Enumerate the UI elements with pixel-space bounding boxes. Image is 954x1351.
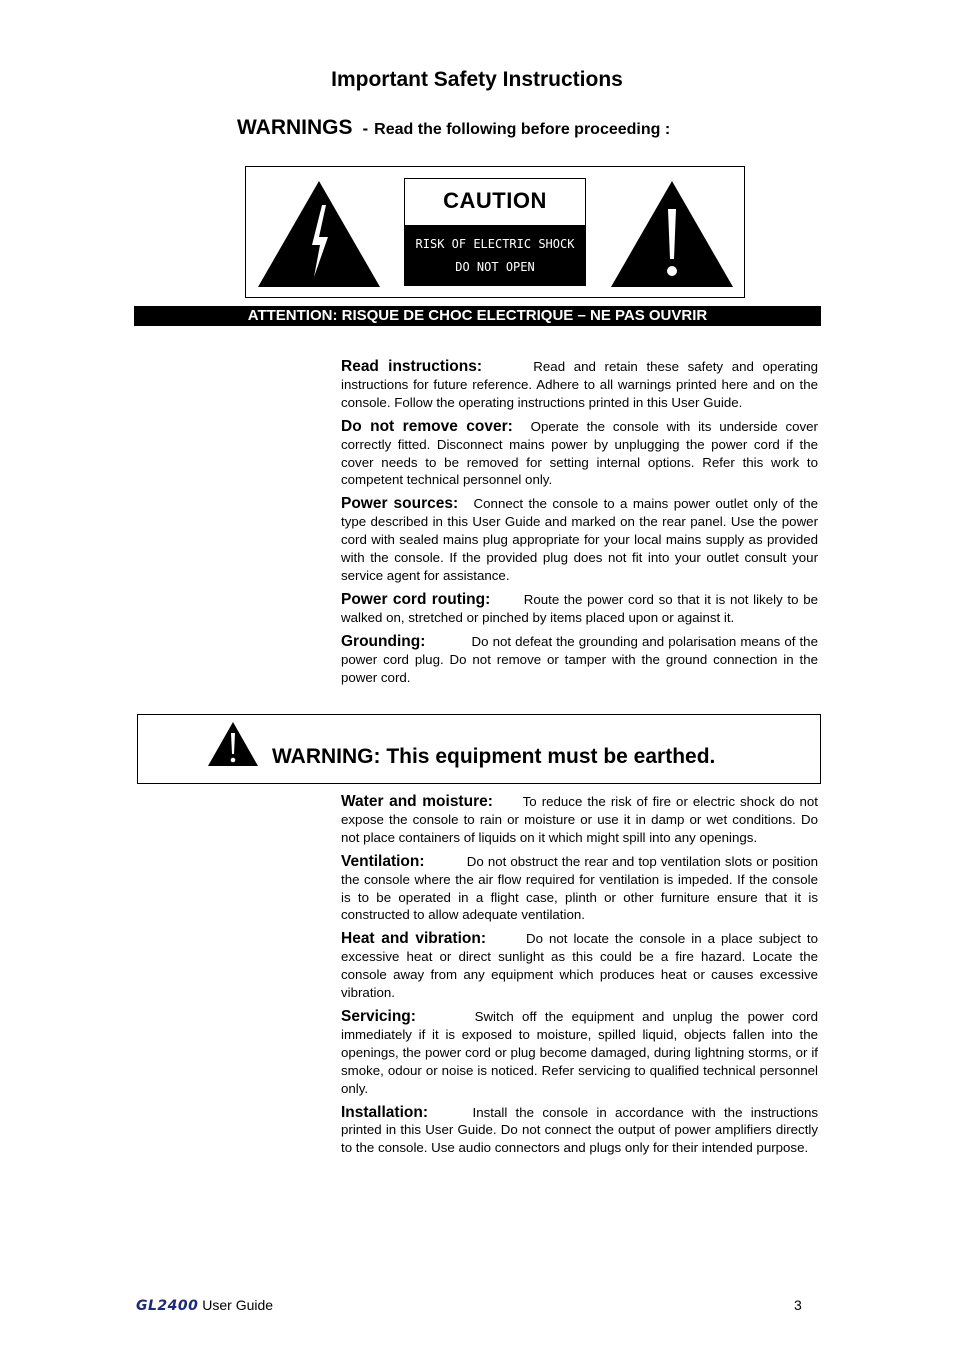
instruction-text: To reduce the risk of fire or electric shock do not expose the console to rain or moisture or use it in damp or wet conditions. Do not place containers of liquids on it which might spill into any openings. xyxy=(341,794,818,845)
warnings-word: WARNINGS xyxy=(237,116,353,139)
instruction-item xyxy=(341,418,818,490)
warnings-subtitle: Read the following before proceeding : xyxy=(374,121,671,138)
instruction-item xyxy=(341,793,818,847)
instruction-heading: Do not remove cover: xyxy=(341,417,513,435)
instruction-text: Read and retain these safety and operating instructions for future reference. Adhere to all warnings printed here and on the console. Follow the operating instructions printed in this User Guide. xyxy=(341,359,818,410)
instruction-item xyxy=(341,633,818,687)
instruction-item xyxy=(341,495,818,585)
caution-line-2: DO NOT OPEN xyxy=(455,260,535,274)
instruction-item xyxy=(341,1104,818,1158)
instruction-heading: Heat and vibration: xyxy=(341,930,486,948)
instruction-heading: Grounding: xyxy=(341,632,426,650)
instruction-text: Route the power cord so that it is not likely to be walked on, stretched or pinched by items placed upon or against it. xyxy=(341,591,818,625)
instruction-heading: Read instructions: xyxy=(341,358,483,375)
instruction-text: Do not obstruct the rear and top ventilation slots or position the console where the air flow required for ventilation is impeded. If the console is to be operated in a flight case, plinth or other furniture ensure that it is constructed to allow adequate ventilation. xyxy=(341,853,818,923)
instruction-text: Connect the console to a mains power outlet only of the type described in this User Guide and marked on the rear panel. Use the power cord with sealed mains plug appropriate for your local mains supply as provided with the console. If the provided plug does not fit into your outlet consult your service agent for assistance. xyxy=(341,496,819,583)
instruction-text: Switch off the equipment and unplug the power cord immediately if it is exposed to moisture, spilled liquid, objects fallen into the openings, the power cord or plug become damaged, during lightning storms, or if smoke, odour or noise is noticed. Refer servicing to qualified technical personnel only. xyxy=(341,1008,818,1096)
instruction-heading: Water and moisture: xyxy=(341,793,493,810)
brand-logo: GL2400 xyxy=(136,1298,199,1314)
footer-label: User Guide xyxy=(202,1297,274,1313)
instruction-text: Do not defeat the grounding and polarisation means of the power cord plug. Do not remove or tamper with the ground connection in the power cord. xyxy=(341,633,818,685)
instruction-item xyxy=(341,853,818,925)
footer xyxy=(136,1297,273,1314)
safety-symbols-box xyxy=(245,166,745,298)
caution-heading: CAUTION xyxy=(443,188,547,213)
instruction-text: Install the console in accordance with the instructions printed in this User Guide. Do not connect the output of power amplifiers directly to the console. Use audio connectors and plugs only for their intended purpose. xyxy=(341,1104,818,1156)
exclamation-warning-icon xyxy=(207,721,259,767)
instruction-heading: Installation: xyxy=(341,1103,428,1121)
instruction-heading: Ventilation: xyxy=(341,852,425,870)
caution-line-1: RISK OF ELECTRIC SHOCK xyxy=(415,237,575,251)
warnings-heading xyxy=(237,116,670,140)
instruction-heading: Power sources: xyxy=(341,495,459,513)
caution-body xyxy=(405,225,585,285)
instruction-item xyxy=(341,1008,818,1098)
page-number: 3 xyxy=(794,1297,802,1313)
attention-banner: ATTENTION: RISQUE DE CHOC ELECTRIQUE – NE PAS OUVRIR xyxy=(134,306,821,326)
caution-label xyxy=(404,178,586,286)
instruction-item xyxy=(341,358,818,412)
instruction-text: Do not locate the console in a place subject to excessive heat or direct sunlight as this could be a fire hazard. Locate the console away from any equipment which produces heat or causes excessive vibration. xyxy=(341,931,818,1001)
instruction-text: Operate the console with its underside cover correctly fitted. Disconnect mains power by unplugging the power cord if the cover needs to be removed for setting internal options. Refer this work to competent technical personnel only. xyxy=(341,418,818,488)
instruction-heading: Servicing: xyxy=(341,1007,416,1025)
exclamation-warning-icon xyxy=(609,179,735,289)
earth-warning-text: WARNING: This equipment must be earthed. xyxy=(272,745,716,768)
lightning-bolt-warning-icon xyxy=(256,179,382,289)
instructions-bottom xyxy=(341,793,818,1163)
warnings-dash: - xyxy=(362,119,369,138)
earth-warning-box xyxy=(137,714,821,784)
instruction-item xyxy=(341,591,818,627)
instructions-top xyxy=(341,358,818,692)
page-title xyxy=(0,68,954,92)
page-title-text: Important Safety Instructions xyxy=(331,68,623,91)
instruction-item xyxy=(341,930,818,1002)
instruction-heading: Power cord routing: xyxy=(341,590,491,608)
